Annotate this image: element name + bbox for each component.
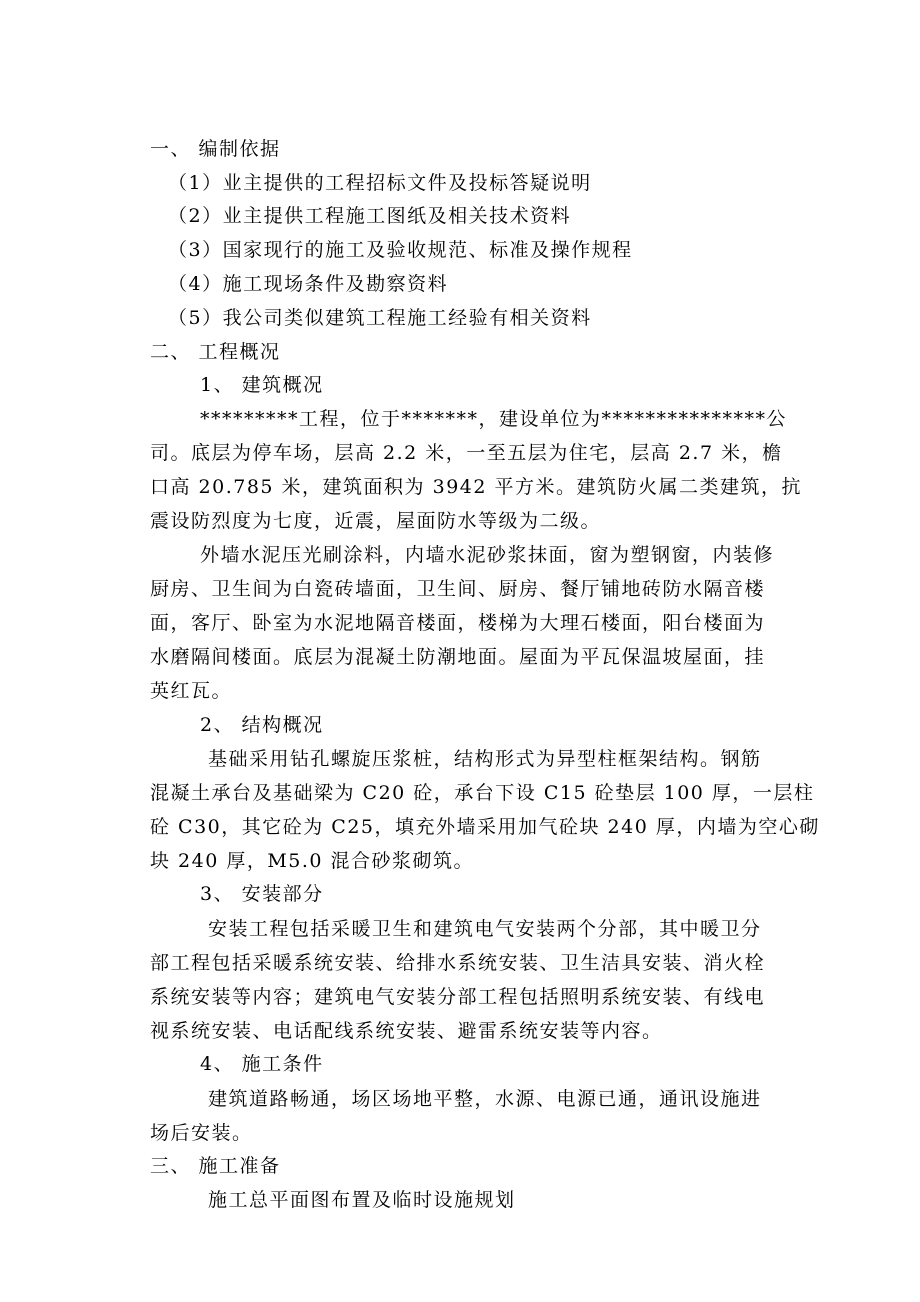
list-item-3: （3）国家现行的施工及验收规范、标准及操作规程 [168,239,633,261]
paragraph-line: 安装工程包括采暖卫生和建筑电气安装两个分部，其中暖卫分 [208,918,762,940]
paragraph-line: 施工总平面图布置及临时设施规划 [208,1189,516,1211]
paragraph-line: *********工程，位于*******，建设单位为***************公 [200,408,788,430]
paragraph-line: 块 240 厚，M5.0 混合砂浆砌筑。 [150,850,475,872]
paragraph-line: 部工程包括采暖系统安装、给排水系统安装、卫生洁具安装、消火栓 [150,952,766,974]
paragraph-line: 厨房、卫生间为白瓷砖墙面，卫生间、厨房、餐厅铺地砖防水隔音楼 [150,578,766,600]
subheading-conditions: 4、 施工条件 [200,1053,324,1075]
paragraph-line: 口高 20.785 米，建筑面积为 3942 平方米。建筑防火属二类建筑，抗 [150,476,802,498]
paragraph-line: 场后安装。 [150,1122,253,1144]
subheading-structure: 2、 结构概况 [200,714,324,736]
paragraph-line: 外墙水泥压光刷涂料，内墙水泥砂浆抹面，窗为塑钢窗，内装修 [200,544,775,566]
section-heading-overview: 二、 工程概况 [150,341,281,363]
subheading-installation: 3、 安装部分 [200,883,324,905]
paragraph-line: 司。底层为停车场，层高 2.2 米，一至五层为住宅，层高 2.7 米，檐 [150,442,783,464]
subheading-building: 1、 建筑概况 [200,374,324,396]
paragraph-line: 面，客厅、卧室为水泥地隔音楼面，楼梯为大理石楼面，阳台楼面为 [150,612,766,634]
paragraph-line: 水磨隔间楼面。底层为混凝土防潮地面。屋面为平瓦保温坡屋面，挂 [150,646,766,668]
section-heading-preparation: 三、 施工准备 [150,1155,281,1177]
paragraph-line: 视系统安装、电话配线系统安装、避雷系统安装等内容。 [150,1020,663,1042]
paragraph-line: 震设防烈度为七度，近震，屋面防水等级为二级。 [150,510,602,532]
paragraph-line: 英红瓦。 [150,680,233,702]
paragraph-line: 建筑道路畅通，场区场地平整，水源、电源已通，通讯设施进 [208,1088,762,1110]
paragraph-line: 基础采用钻孔螺旋压浆桩，结构形式为异型柱框架结构。钢筋 [208,748,762,770]
paragraph-line: 系统安装等内容；建筑电气安装分部工程包括照明系统安装、有线电 [150,986,766,1008]
list-item-1: （1）业主提供的工程招标文件及投标答疑说明 [168,172,592,194]
list-item-4: （4）施工现场条件及勘察资料 [168,273,449,295]
paragraph-line: 混凝土承台及基础梁为 C20 砼，承台下设 C15 砼垫层 100 厚，一层柱 [150,782,815,804]
section-heading-basis: 一、 编制依据 [150,138,281,160]
paragraph-line: 砼 C30，其它砼为 C25，填充外墙采用加气砼块 240 厚，内墙为空心砌 [150,816,820,838]
list-item-2: （2）业主提供工程施工图纸及相关技术资料 [168,205,572,227]
list-item-5: （5）我公司类似建筑工程施工经验有相关资料 [168,307,592,329]
